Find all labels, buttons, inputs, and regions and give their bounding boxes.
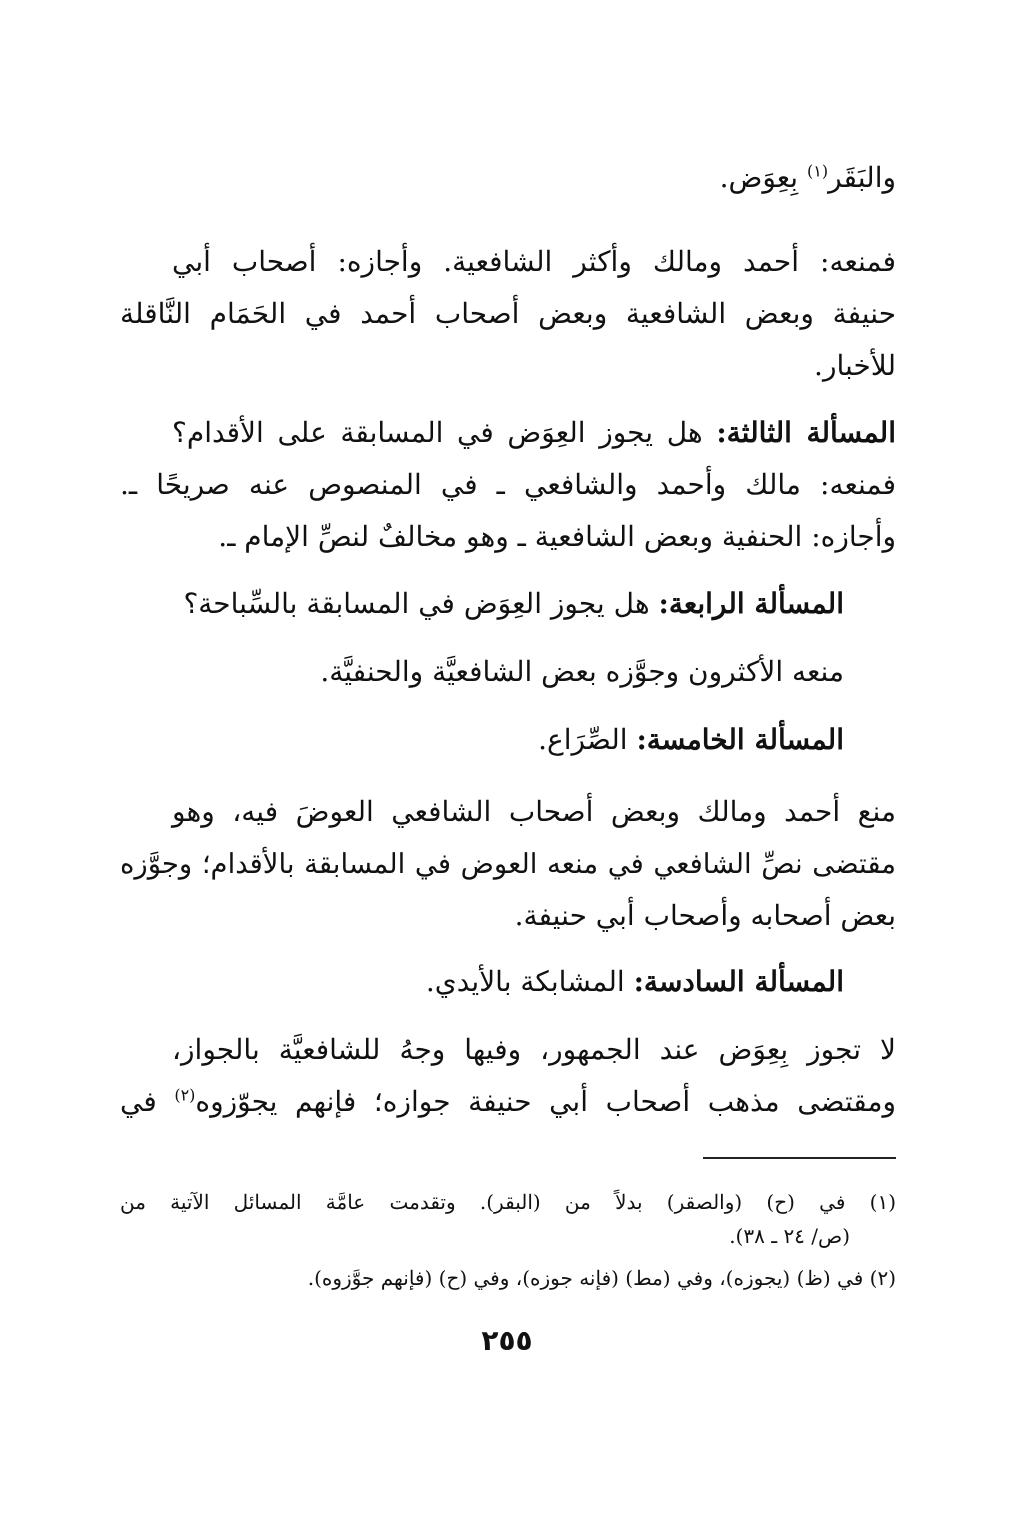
heading-label: المسألة الثالثة: bbox=[716, 416, 896, 449]
text-line: منعه الأكثرون وجوَّزه بعض الشافعيَّة والحنفيَّة. bbox=[320, 655, 844, 688]
text-line bbox=[720, 158, 896, 198]
text-line bbox=[120, 1082, 896, 1122]
heading-label: المسألة السادسة: bbox=[633, 965, 844, 998]
text-line: لا تجوز بِعِوَض عند الجمهور، وفيها وجهُ للشافعيَّة بالجواز، bbox=[172, 1033, 896, 1066]
line-text: والبَقَر bbox=[828, 161, 896, 194]
text-line: وأجازه: الحنفية وبعض الشافعية ـ وهو مخالفٌ لنصِّ الإمام ـ. bbox=[218, 520, 896, 553]
text-line: مقتضى نصِّ الشافعي في منعه العوض في المسابقة بالأقدام؛ وجوَّزه bbox=[120, 848, 896, 880]
footnote-1: (١) في (ح) (والصقر) بدلاً من (البقر). وتقدمت عامَّة المسائل الآتية من bbox=[120, 1190, 896, 1214]
text-line: للأخبار. bbox=[814, 349, 896, 382]
footnote-1-cont: (ص/ ٢٤ ـ ٣٨). bbox=[729, 1224, 850, 1248]
text-line: فمنعه: مالك وأحمد والشافعي ـ في المنصوص عنه صريحًا ـ. bbox=[120, 468, 896, 501]
text-line: حنيفة وبعض الشافعية وبعض أصحاب أحمد في الحَمَام النَّاقلة bbox=[120, 297, 896, 330]
heading-text: الصِّرَاع. bbox=[538, 723, 637, 756]
page-number: ٢٥٥ bbox=[481, 1324, 533, 1357]
line-text: في bbox=[120, 1085, 175, 1118]
line-text: بِعِوَض. bbox=[719, 161, 807, 194]
text-line: بعض أصحابه وأصحاب أبي حنيفة. bbox=[514, 899, 896, 932]
heading-text: هل يجوز العِوَض في المسابقة بالسِّباحة؟ bbox=[183, 587, 659, 620]
heading-text: هل يجوز العِوَض في المسابقة على الأقدام؟ bbox=[172, 416, 717, 449]
text-line: منع أحمد ومالك وبعض أصحاب الشافعي العوضَ فيه، وهو bbox=[172, 795, 896, 828]
text-line: فمنعه: أحمد ومالك وأكثر الشافعية. وأجازه: أصحاب أبي bbox=[172, 245, 896, 278]
footnote-divider bbox=[703, 1157, 896, 1159]
question-heading-3 bbox=[172, 413, 896, 453]
heading-text: المشابكة بالأيدي. bbox=[425, 965, 634, 998]
heading-label: المسألة الخامسة: bbox=[636, 723, 844, 756]
question-heading-5 bbox=[538, 720, 844, 760]
footnote-ref-1[interactable]: (١) bbox=[807, 161, 829, 181]
question-heading-6 bbox=[426, 962, 844, 1002]
line-text: ومقتضى مذهب أصحاب أبي حنيفة جوازه؛ فإنهم يجوّزوه bbox=[195, 1085, 896, 1118]
question-heading-4 bbox=[183, 584, 844, 624]
footnote-ref-2[interactable]: (٢) bbox=[174, 1085, 196, 1105]
heading-label: المسألة الرابعة: bbox=[658, 587, 844, 620]
footnote-2: (٢) في (ظ) (يجوزه)، وفي (مط) (فإنه جوزه)، وفي (ح) (فإنهم جوَّزوه). bbox=[307, 1266, 896, 1290]
